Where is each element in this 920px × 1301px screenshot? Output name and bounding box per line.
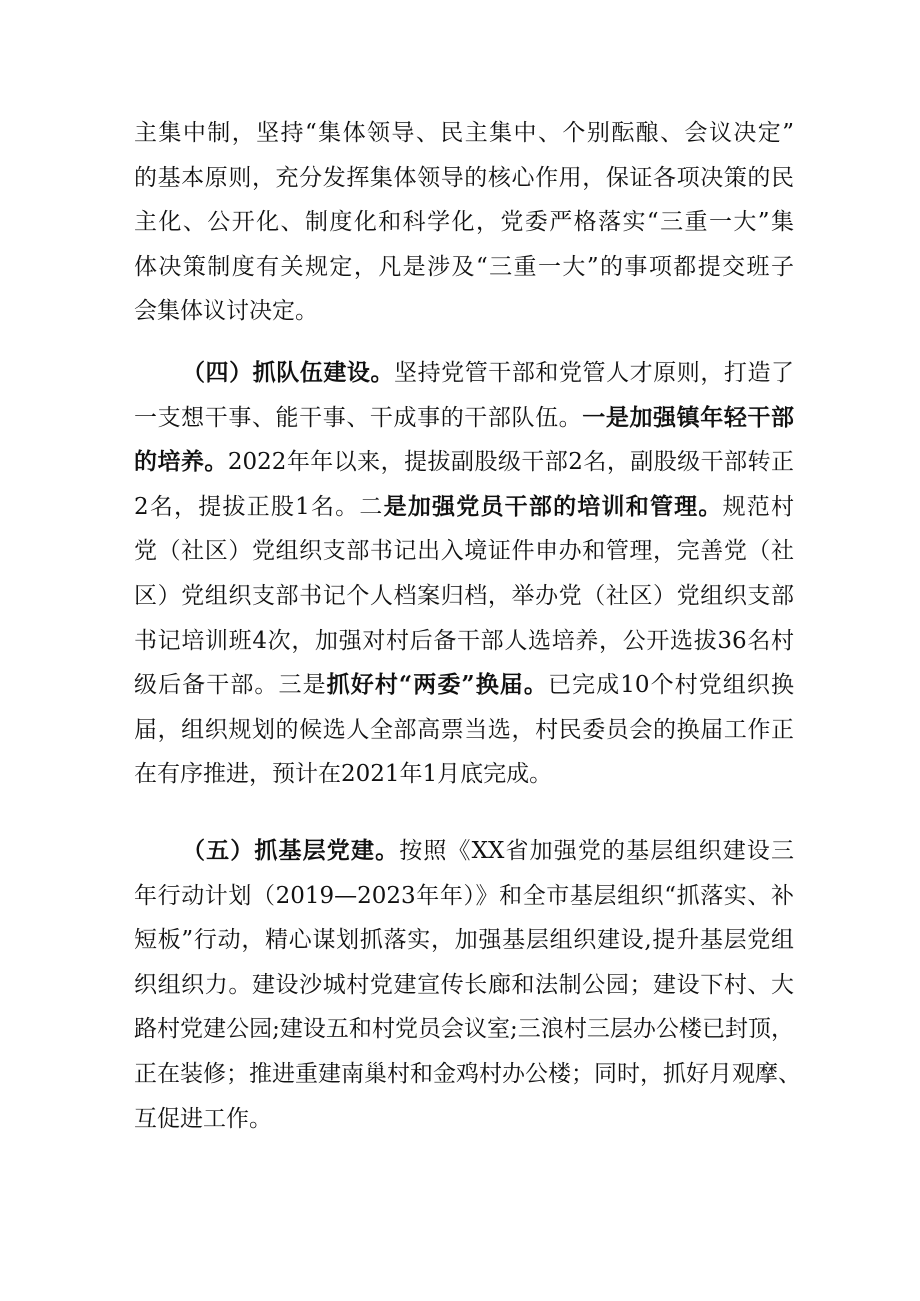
body-text: 书记培训班4次，加强对村后备干部人选培养，公开选拔36名村 bbox=[134, 628, 794, 654]
p1-line bbox=[134, 207, 794, 237]
p2-line bbox=[134, 626, 794, 656]
body-text: 坚持党管干部和党管人才原则，打造了 bbox=[394, 360, 795, 386]
p1-line bbox=[134, 163, 794, 193]
body-text: 一支想干事、能干事、干成事的干部队伍。 bbox=[134, 405, 583, 431]
p3-line bbox=[134, 925, 794, 955]
body-text: 级后备干部。三是 bbox=[134, 672, 327, 698]
p2-line bbox=[134, 536, 794, 566]
p2-line bbox=[134, 759, 794, 789]
p3-line bbox=[134, 970, 794, 1000]
body-text: 年行动计划（2019—2023年年）》和全市基层组织“抓落实、补 bbox=[134, 883, 794, 909]
body-text: 会集体议讨决定。 bbox=[134, 298, 318, 324]
p1-line bbox=[134, 118, 794, 148]
body-text: 届，组织规划的候选人全部高票当选，村民委员会的换届工作正 bbox=[134, 717, 794, 743]
body-text: 路村党建公园;建设五和村党员会议室;三浪村三层办公楼已封顶， bbox=[134, 1016, 794, 1042]
p1-line bbox=[134, 252, 794, 282]
body-text: 短板”行动，精心谋划抓落实，加强基层组织建设,提升基层党组 bbox=[134, 927, 794, 953]
body-text: 织组织力。建设沙城村党建宣传长廊和法制公园；建设下村、大 bbox=[134, 972, 794, 998]
body-text: 按照《XX省加强党的基层组织建设三 bbox=[399, 838, 794, 864]
bold-text: 一是加强镇年轻干部 bbox=[582, 404, 795, 431]
bold-text: （四）抓队伍建设。 bbox=[182, 359, 395, 386]
p2-line bbox=[134, 715, 794, 745]
body-text: 互促进工作。 bbox=[134, 1106, 272, 1132]
p3-line bbox=[134, 881, 794, 911]
p3-line bbox=[134, 1059, 801, 1089]
p2-line bbox=[134, 447, 794, 477]
body-text: 2名，提拔正股1名。二 bbox=[134, 494, 384, 520]
body-text: 正在装修；推进重建南巢村和金鸡村办公楼；同时，抓好月观摩、 bbox=[134, 1061, 801, 1087]
body-text: 2022年年以来，提拔副股级干部2名，副股级干部转正 bbox=[227, 449, 795, 475]
bold-text: 是加强党员干部的培训和管理。 bbox=[383, 493, 723, 520]
body-text: 规范村 bbox=[722, 494, 795, 520]
p2-line bbox=[182, 358, 794, 388]
p2-line bbox=[134, 581, 794, 611]
p2-line bbox=[134, 670, 794, 700]
body-text: 的基本原则，充分发挥集体领导的核心作用，保证各项决策的民 bbox=[134, 165, 794, 191]
p1-line bbox=[134, 296, 794, 326]
p3-line bbox=[182, 836, 794, 866]
body-text: 体决策制度有关规定，凡是涉及“三重一大”的事项都提交班子 bbox=[134, 254, 794, 280]
bold-text: 的培养。 bbox=[134, 448, 228, 475]
p2-line bbox=[134, 492, 794, 522]
p3-line bbox=[134, 1014, 794, 1044]
body-text: 主集中制，坚持“集体领导、民主集中、个别酝酿、会议决定” bbox=[134, 120, 794, 146]
body-text: 主化、公开化、制度化和科学化，党委严格落实“三重一大”集 bbox=[134, 209, 794, 235]
p2-line bbox=[134, 403, 794, 433]
p3-line bbox=[134, 1104, 794, 1134]
body-text: 党（社区）党组织支部书记出入境证件申办和管理，完善党（社 bbox=[134, 538, 794, 564]
bold-text: 抓好村“两委”换届。 bbox=[326, 671, 548, 698]
body-text: 已完成10个村党组织换 bbox=[547, 672, 794, 698]
body-text: 在有序推进，预计在2021年1月底完成。 bbox=[134, 761, 553, 787]
bold-text: （五）抓基层党建。 bbox=[182, 837, 400, 864]
body-text: 区）党组织支部书记个人档案归档，举办党（社区）党组织支部 bbox=[134, 583, 794, 609]
